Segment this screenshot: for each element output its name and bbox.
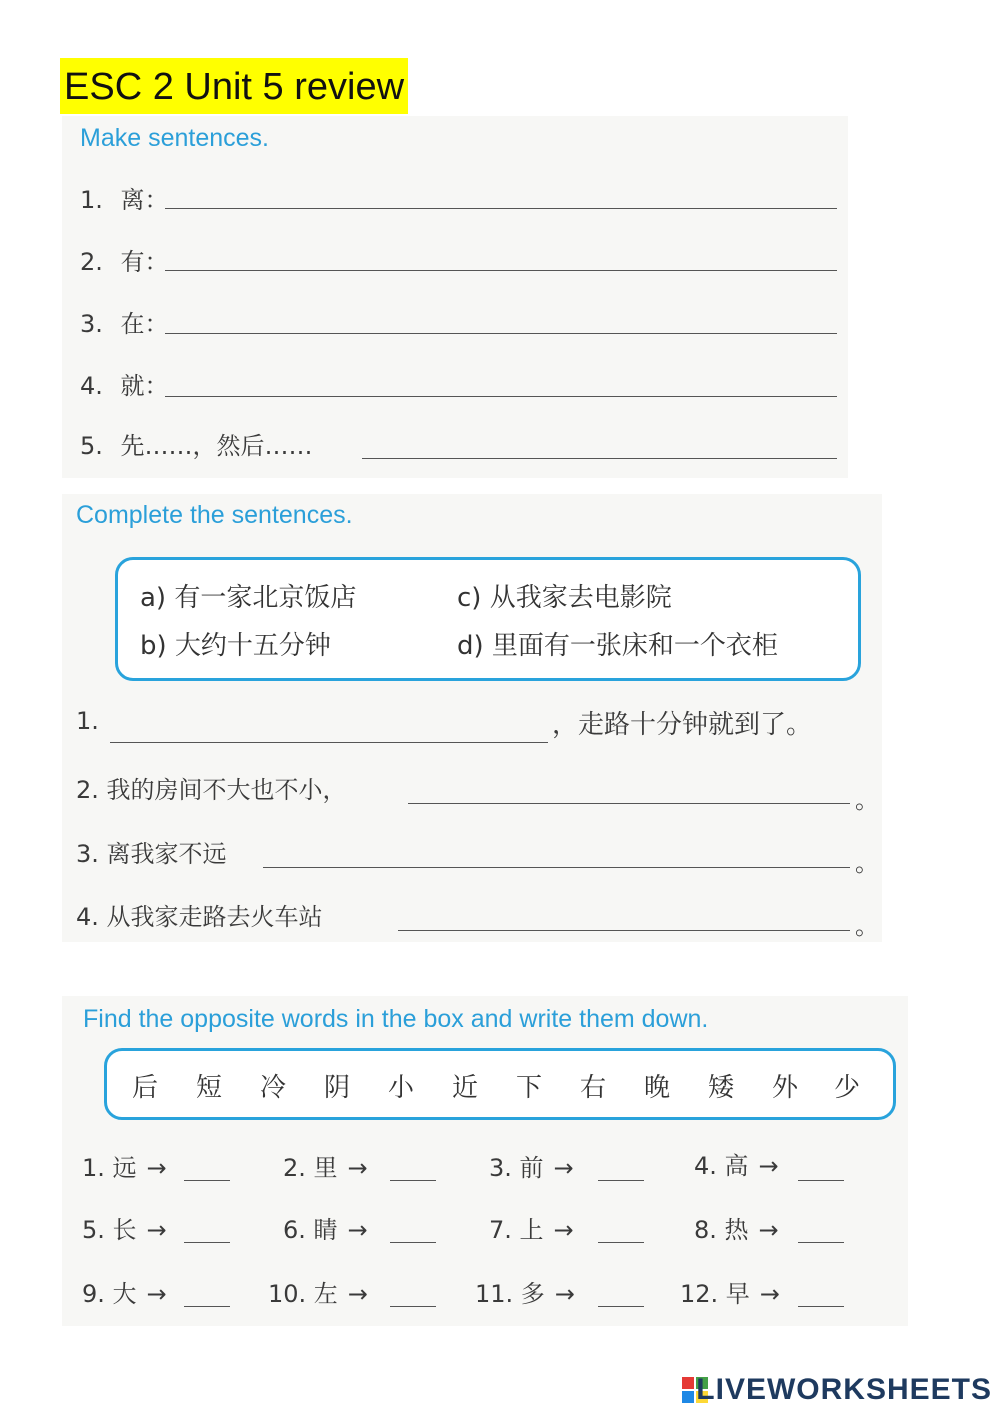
liveworksheets-logo: LIVEWORKSHEETS [696, 1373, 992, 1406]
item-word: 12. 早 [680, 1280, 750, 1308]
opposite-item-7 [489, 1210, 574, 1245]
opposite-blank-11[interactable] [598, 1306, 644, 1307]
box-word: 近 [452, 1073, 479, 1103]
opposite-blank-7[interactable] [598, 1242, 644, 1243]
item-number: 3. [80, 310, 103, 338]
arrow-icon: → [758, 1216, 779, 1244]
arrow-icon: → [759, 1280, 780, 1308]
opposite-item-1 [82, 1148, 167, 1183]
option-c: c) 从我家去电影院 [457, 583, 672, 613]
arrow-icon: → [553, 1216, 574, 1244]
opposite-item-6 [283, 1210, 368, 1245]
item-word: 2. 里 [283, 1154, 338, 1182]
item-number: 5. [80, 432, 103, 460]
box-word: 右 [580, 1073, 607, 1103]
options-box [115, 557, 861, 681]
opposite-blank-2[interactable] [390, 1180, 436, 1181]
option-a: a) 有一家北京饭店 [140, 583, 357, 613]
opposite-item-4 [694, 1146, 779, 1181]
complete-3-suffix: 。 [855, 849, 879, 877]
item-word: 先……，然后…… [120, 432, 313, 460]
item-word: 10. 左 [268, 1280, 338, 1308]
opposite-blank-3[interactable] [598, 1180, 644, 1181]
arrow-icon: → [758, 1152, 779, 1180]
opposite-blank-8[interactable] [798, 1242, 844, 1243]
item-word: 在： [120, 310, 169, 338]
item-word: 7. 上 [489, 1216, 544, 1244]
arrow-icon: → [347, 1154, 368, 1182]
sentence-3 [80, 304, 169, 339]
item-number: 4. [80, 372, 103, 400]
opposite-item-3 [489, 1148, 574, 1183]
box-word: 晚 [644, 1073, 671, 1103]
item-word: 有： [120, 248, 169, 276]
item-word: 5. 长 [82, 1216, 137, 1244]
opposites-heading: Find the opposite words in the box and write them down. [83, 1005, 709, 1033]
complete-3-prefix: 3. 离我家不远 [76, 840, 227, 868]
answer-line-4[interactable] [165, 396, 837, 397]
answer-line-5[interactable] [362, 458, 837, 459]
item-word: 3. 前 [489, 1154, 544, 1182]
arrow-icon: → [146, 1216, 167, 1244]
arrow-icon: → [554, 1280, 575, 1308]
box-word: 阴 [324, 1073, 351, 1103]
option-b: b) 大约十五分钟 [140, 631, 331, 661]
sentence-4 [80, 366, 169, 401]
complete-4-prefix: 4. 从我家走路去火车站 [76, 903, 323, 931]
sentence-5 [80, 426, 313, 461]
arrow-icon: → [347, 1280, 368, 1308]
item-word: 离： [120, 186, 169, 214]
opposite-blank-1[interactable] [184, 1180, 230, 1181]
complete-2-suffix: 。 [855, 786, 879, 814]
opposite-blank-9[interactable] [184, 1306, 230, 1307]
make-sentences-panel [62, 116, 848, 478]
opposite-item-8 [694, 1210, 779, 1245]
complete-sentences-heading: Complete the sentences. [76, 501, 353, 529]
item-number: 2. [80, 248, 103, 276]
item-word: 8. 热 [694, 1216, 749, 1244]
complete-1-prefix: 1. [76, 707, 99, 735]
sentence-1 [80, 180, 169, 215]
complete-line-4[interactable] [398, 930, 850, 931]
box-word: 少 [834, 1073, 861, 1103]
arrow-icon: → [553, 1154, 574, 1182]
answer-line-3[interactable] [165, 333, 837, 334]
arrow-icon: → [146, 1154, 167, 1182]
box-word: 矮 [708, 1073, 735, 1103]
complete-line-1[interactable] [110, 742, 548, 743]
item-number: 1. [80, 186, 103, 214]
arrow-icon: → [347, 1216, 368, 1244]
sentence-2 [80, 242, 169, 277]
opposite-blank-5[interactable] [184, 1242, 230, 1243]
opposite-item-12 [680, 1274, 780, 1309]
complete-line-2[interactable] [408, 803, 850, 804]
opposite-item-2 [283, 1148, 368, 1183]
opposite-item-5 [82, 1210, 167, 1245]
item-word: 6. 睛 [283, 1216, 338, 1244]
opposite-blank-4[interactable] [798, 1180, 844, 1181]
item-word: 9. 大 [82, 1280, 137, 1308]
option-d: d) 里面有一张床和一个衣柜 [457, 631, 778, 661]
box-word: 短 [196, 1073, 223, 1103]
box-word: 小 [388, 1073, 415, 1103]
complete-1-suffix: ，走路十分钟就到了。 [552, 710, 813, 740]
item-word: 1. 远 [82, 1154, 137, 1182]
complete-4-suffix: 。 [855, 912, 879, 940]
answer-line-2[interactable] [165, 270, 837, 271]
item-word: 11. 多 [475, 1280, 545, 1308]
opposite-blank-10[interactable] [390, 1306, 436, 1307]
complete-line-3[interactable] [263, 867, 850, 868]
worksheet-title: ESC 2 Unit 5 review [60, 58, 408, 114]
opposite-blank-6[interactable] [390, 1242, 436, 1243]
box-word: 冷 [260, 1073, 287, 1103]
opposite-item-11 [475, 1274, 575, 1309]
item-word: 就： [120, 372, 169, 400]
arrow-icon: → [146, 1280, 167, 1308]
opposite-item-10 [268, 1274, 368, 1309]
opposite-item-9 [82, 1274, 167, 1309]
box-word: 外 [772, 1073, 799, 1103]
make-sentences-heading: Make sentences. [80, 124, 269, 152]
answer-line-1[interactable] [165, 208, 837, 209]
box-word: 后 [132, 1073, 159, 1103]
item-word: 4. 高 [694, 1152, 749, 1180]
opposite-blank-12[interactable] [798, 1306, 844, 1307]
box-word: 下 [516, 1073, 543, 1103]
complete-2-prefix: 2. 我的房间不大也不小， [76, 776, 347, 804]
